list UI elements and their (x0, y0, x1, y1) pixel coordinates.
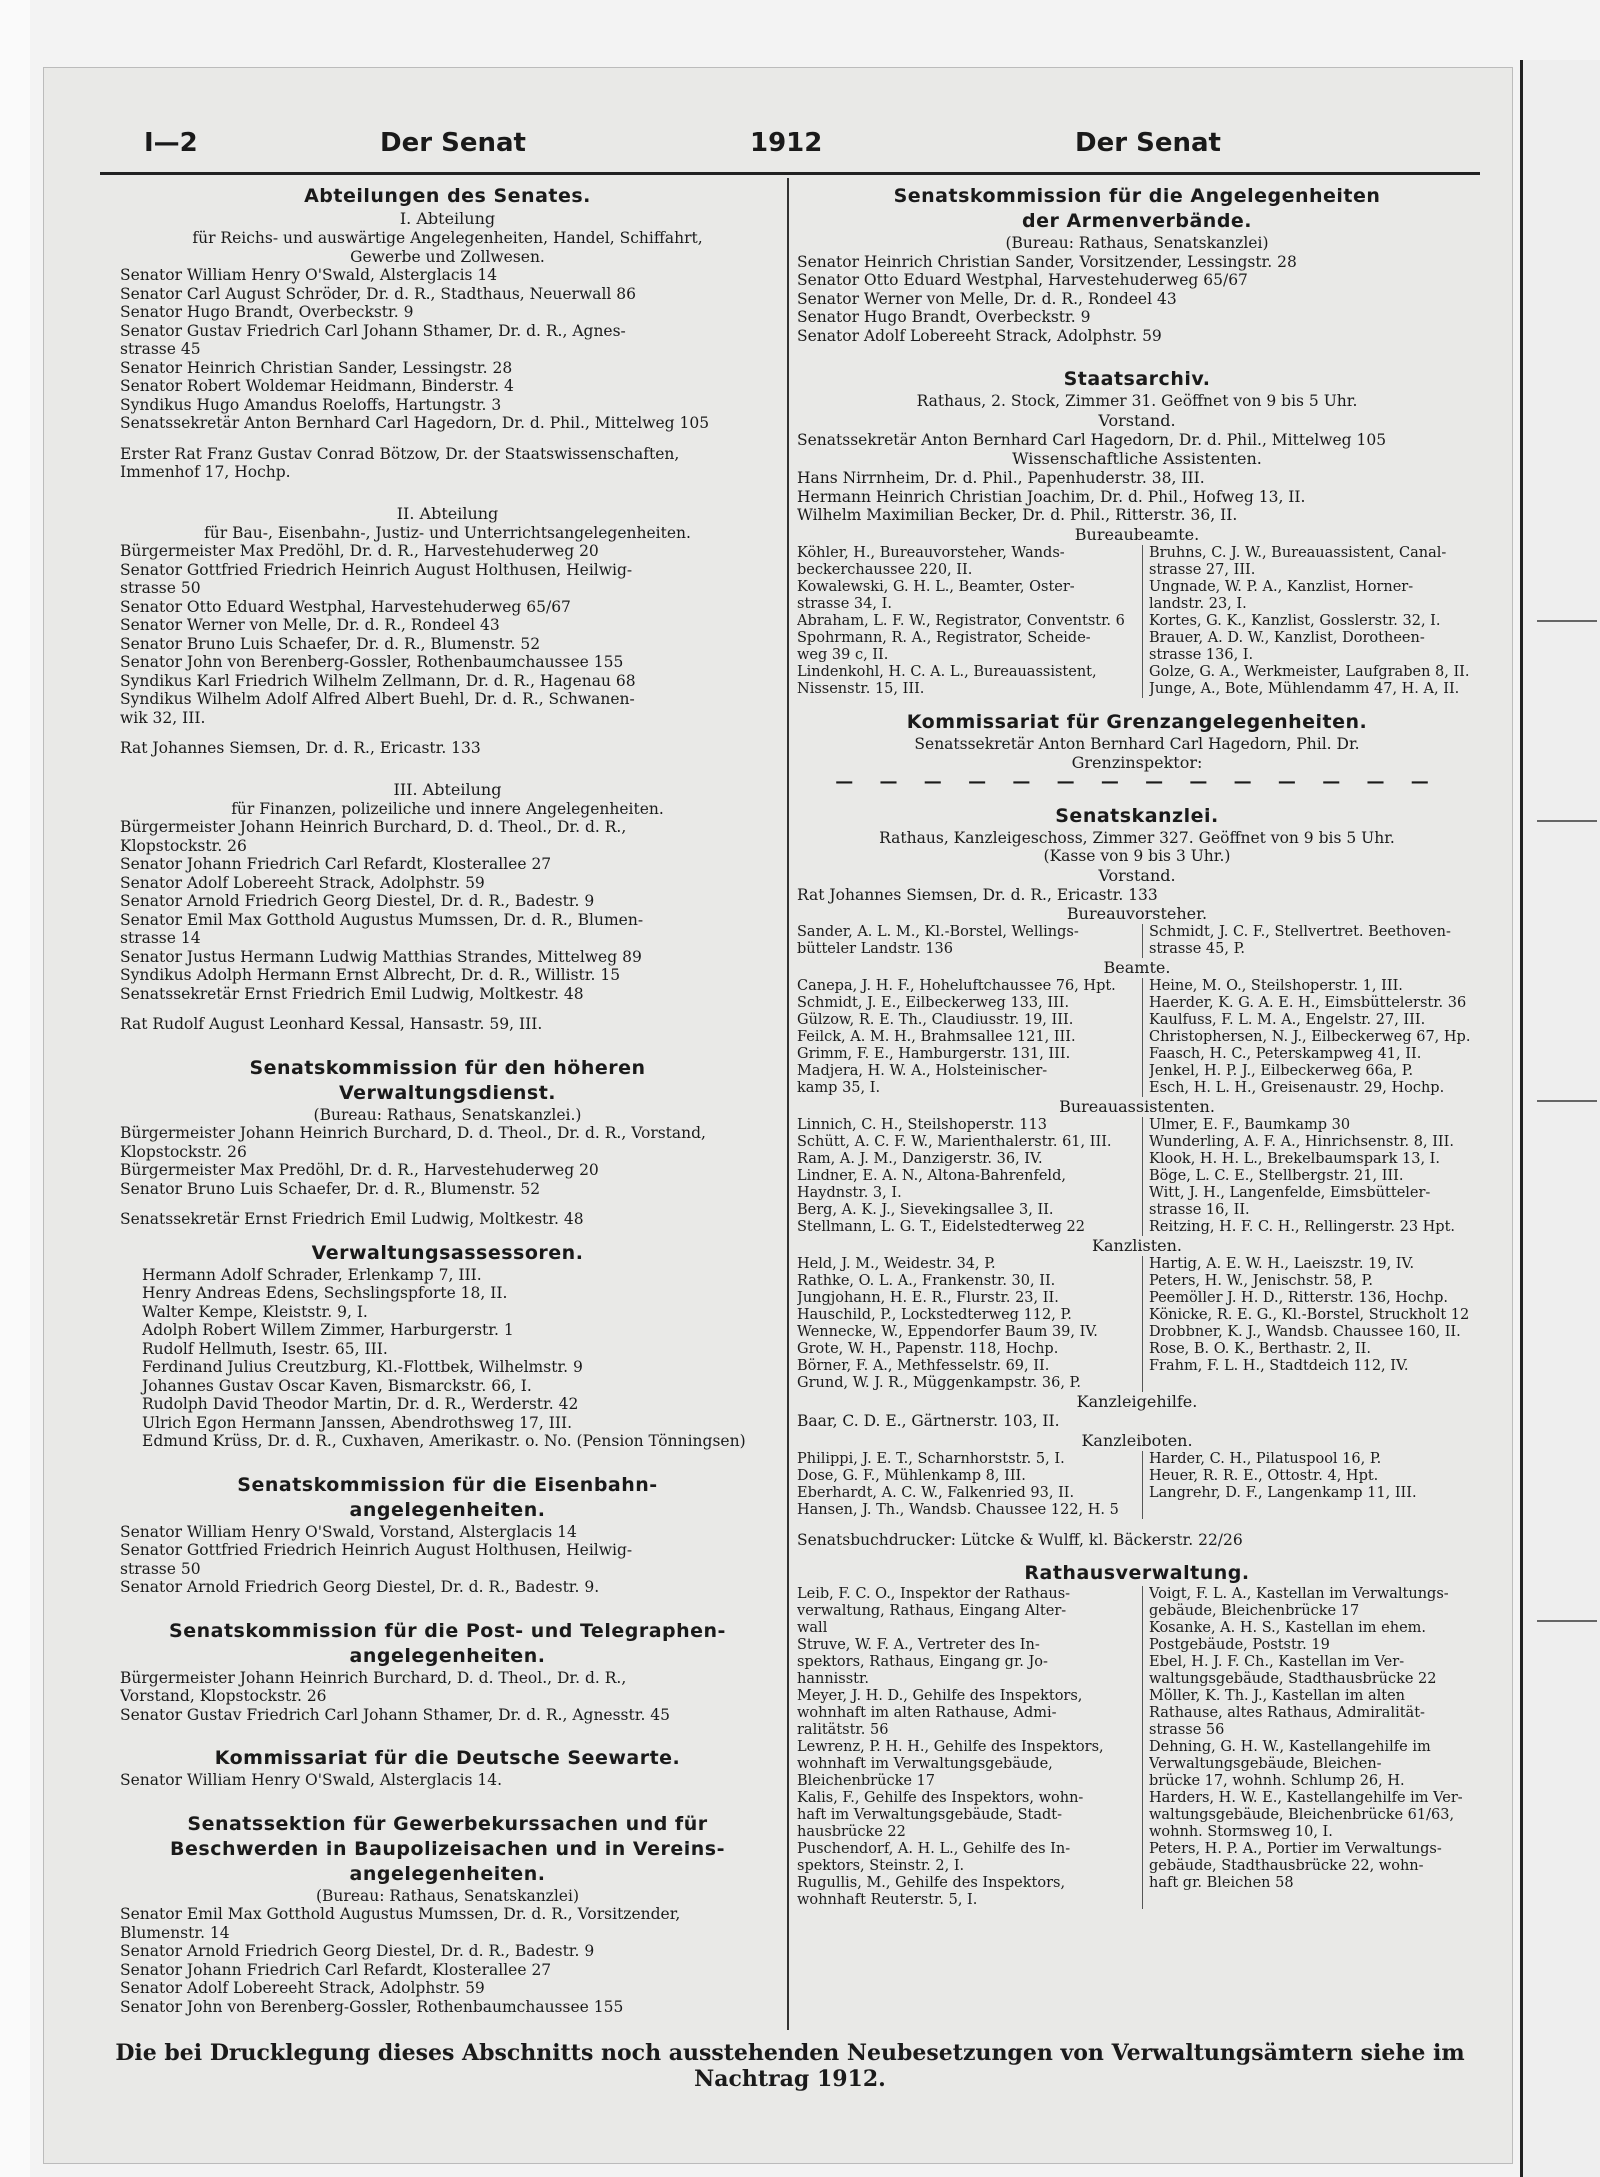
entry-line: Ulrich Egon Hermann Janssen, Abendrothsweg 17, III. (142, 1413, 573, 1432)
entry-line: Senator Gottfried Friedrich Heinrich August Holthusen, Heilwig- (120, 1541, 633, 1559)
grid-entry-right: Voigt, F. L. A., Kastellan im Verwaltungs- (1149, 1586, 1449, 1602)
grid-entry-left: kamp 35, I. (797, 1080, 881, 1096)
section-title: Senatskommission für den höheren (249, 1056, 646, 1079)
grid-entry-right: Brauer, A. D. W., Kanzlist, Dorotheen- (1149, 629, 1425, 646)
entry-line: Vorstand, Klopstockstr. 26 (120, 1687, 327, 1705)
rat-line: Rat Rudolf August Leonhard Kessal, Hansastr. 59, III. (120, 1015, 543, 1033)
grid-entry-right: Peters, H. W., Jenischstr. 58, P. (1149, 1273, 1373, 1289)
entry-line: Bürgermeister Johann Heinrich Burchard, D. d. Theol., Dr. d. R., (120, 818, 627, 836)
header-year: 1912 (750, 128, 823, 158)
grid-entry-left: wohnhaft im Verwaltungsgebäude, (797, 1756, 1053, 1772)
subsection-title: Bureaubeamte. (1074, 524, 1200, 544)
grid-entry-right: Hartig, A. E. W. H., Laeiszstr. 19, IV. (1149, 1256, 1415, 1272)
adjacent-page-edge (1520, 60, 1600, 2177)
grid-entry-left: Gülzow, R. E. Th., Claudiusstr. 19, III. (797, 1012, 1074, 1028)
entry-line: Walter Kempe, Kleiststr. 9, I. (142, 1302, 368, 1321)
subsection-title: Vorstand. (1098, 410, 1176, 430)
grid-entry-left: wohnhaft Reuterstr. 5, I. (797, 1892, 978, 1908)
grid-entry-right: Harder, C. H., Pilatuspool 16, P. (1149, 1450, 1382, 1467)
entry-line: Senator Heinrich Christian Sander, Lessingstr. 28 (120, 358, 513, 377)
grid-entry-left: Rugullis, M., Gehilfe des Inspektors, (797, 1875, 1066, 1891)
grid-entry-left: ralitätstr. 56 (797, 1722, 889, 1738)
subsection-title: Vorstand. (1098, 865, 1176, 885)
grid-entry-right: Reitzing, H. F. C. H., Rellingerstr. 23 Hpt. (1149, 1219, 1456, 1235)
header-left-title: Der Senat (380, 128, 526, 158)
grid-entry-left: Nissenstr. 15, III. (797, 680, 925, 697)
section-title: Abteilungen des Senates. (304, 185, 591, 207)
grid-entry-left: Schütt, A. C. F. W., Marienthalerstr. 61, III. (797, 1134, 1112, 1150)
grid-entry-right: Schmidt, J. C. F., Stellvertret. Beethoven- (1149, 924, 1451, 940)
grid-entry-left: Dose, G. F., Mühlenkamp 8, III. (797, 1467, 1026, 1484)
entry-line: strasse 50 (120, 1559, 201, 1578)
subsection-title: Grenzinspektor: (1071, 753, 1203, 772)
entry-line: Senator Adolf Lobereeht Strack, Adolphstr. 59 (120, 873, 485, 892)
assistenten-grid (797, 1117, 1477, 1236)
grid-entry-right: Könicke, R. E. G., Kl.-Borstel, Struckholt 12 (1149, 1307, 1470, 1323)
assistant-line: Wilhelm Maximilian Becker, Dr. d. Phil., Ritterstr. 36, II. (797, 506, 1238, 524)
grid-entry-left: haft im Verwaltungsgebäude, Stadt- (797, 1807, 1062, 1823)
entry-line: Senator William Henry O'Swald, Alsterglacis 14. (120, 1771, 503, 1789)
entry-line: Senator Johann Friedrich Carl Refardt, Klosterallee 27 (120, 855, 552, 873)
grid-entry-left: Grote, W. H., Papenstr. 118, Hochp. (797, 1341, 1059, 1357)
column-divider (787, 178, 789, 2030)
grid-entry-right: waltungsgebäude, Bleichenbrücke 61/63, (1149, 1807, 1455, 1823)
grid-entry-left: Berg, A. K. J., Sievekingsallee 3, II. (797, 1202, 1054, 1218)
entry-line: Senator Adolf Lobereeht Strack, Adolphstr. 59 (797, 326, 1162, 345)
grid-entry-left: hannisstr. (797, 1671, 869, 1687)
right-column (797, 184, 1477, 1909)
grid-entry-right: strasse 56 (1149, 1722, 1225, 1738)
bureau-line: (Bureau: Rathaus, Senatskanzlei) (315, 1886, 579, 1905)
grid-entry-right: Peters, H. P. A., Portier im Verwaltungs- (1149, 1841, 1442, 1857)
grid-entry-right: Verwaltungsgebäude, Bleichen- (1149, 1756, 1382, 1772)
entry-line: Syndikus Adolph Hermann Ernst Albrecht, Dr. d. R., Willistr. 15 (120, 966, 621, 984)
grid-entry-right: gebäude, Bleichenbrücke 17 (1149, 1603, 1360, 1619)
entry-line: Senator John von Berenberg-Gossler, Rothenbaumchaussee 155 (120, 653, 624, 671)
dash-line: — — — — — — — — — — — — — — (835, 771, 1439, 792)
grid-entry-left: Canepa, J. H. F., Hoheluftchaussee 76, Hpt. (797, 978, 1116, 994)
grid-entry-left: bütteler Landstr. 136 (797, 941, 954, 957)
entry-line: Klopstockstr. 26 (120, 836, 247, 855)
entry-line: wik 32, III. (120, 708, 206, 727)
grid-entry-left: verwaltung, Rathaus, Eingang Alter- (797, 1603, 1067, 1619)
binding-margin (0, 0, 30, 2177)
entry-line: Rudolf Hellmuth, Isestr. 65, III. (142, 1339, 388, 1358)
entry-line: Blumenstr. 14 (120, 1923, 230, 1942)
kanzlisten-grid (797, 1256, 1477, 1392)
entry-line: Senator Otto Eduard Westphal, Harvestehuderweg 65/67 (797, 271, 1248, 289)
grid-entry-left: Meyer, J. H. D., Gehilfe des Inspektors, (797, 1688, 1083, 1704)
header-rule (100, 172, 1480, 175)
grid-entry-left: Sander, A. L. M., Kl.-Borstel, Wellings- (797, 924, 1079, 940)
grid-entry-left: strasse 34, I. (797, 595, 892, 612)
grid-entry-right: Postgebäude, Poststr. 19 (1149, 1637, 1330, 1653)
section-title: Kommissariat für die Deutsche Seewarte. (214, 1747, 681, 1769)
section-title: Verwaltungsassessoren. (311, 1241, 584, 1264)
grid-entry-left: wohnhaft im alten Rathause, Admi- (797, 1705, 1057, 1721)
grid-entry-right: Rose, B. O. K., Berthastr. 2, II. (1149, 1341, 1371, 1357)
entry-line: Immenhof 17, Hochp. (120, 463, 291, 481)
subsection-title: Kanzleigehilfe. (1076, 1392, 1198, 1411)
entry-line: Senator Gottfried Friedrich Heinrich August Holthusen, Heilwig- (120, 560, 633, 579)
entry-line: strasse 45 (120, 340, 201, 358)
subsection-title: Wissenschaftliche Assistenten. (1012, 449, 1262, 468)
grid-entry-left: Puschendorf, A. H. L., Gehilfe des In- (797, 1841, 1071, 1857)
grid-entry-left: Lewrenz, P. H. H., Gehilfe des Inspektors, (797, 1739, 1104, 1755)
grid-entry-left: Abraham, L. F. W., Registrator, Conventstr. 6 (797, 612, 1125, 629)
entry-line: Senator Emil Max Gotthold Augustus Mumssen, Dr. d. R., Blumen- (120, 910, 644, 929)
grid-entry-left: Lindenkohl, H. C. A. L., Bureauassistent, (797, 663, 1097, 680)
footer-note: Die bei Drucklegung dieses Abschnitts noch ausstehenden Neubesetzungen von Verwaltungsämtern siehe im Nachtrag 1912. (115, 2040, 1465, 2092)
entry-line: Senator Bruno Luis Schaefer, Dr. d. R., Blumenstr. 52 (120, 1179, 541, 1198)
grid-entry-right: Christophersen, N. J., Eilbeckerweg 67, Hp. (1149, 1029, 1471, 1045)
grid-entry-right: Golze, G. A., Werkmeister, Laufgraben 8, II. (1149, 663, 1470, 680)
grid-entry-left: Wennecke, W., Eppendorfer Baum 39, IV. (797, 1324, 1098, 1340)
grid-entry-right: Haerder, K. G. A. E. H., Eimsbüttelerstr. 36 (1149, 995, 1467, 1011)
grid-entry-left: Grimm, F. E., Hamburgerstr. 131, III. (797, 1046, 1071, 1062)
section-desc: Gewerbe und Zollwesen. (350, 247, 545, 266)
entry-line: Senator Justus Hermann Ludwig Matthias Strandes, Mittelweg 89 (120, 947, 642, 966)
grid-entry-right: strasse 27, III. (1149, 561, 1256, 578)
left-column (120, 184, 775, 2016)
entry-line: Baar, C. D. E., Gärtnerstr. 103, II. (797, 1412, 1060, 1430)
section-desc: für Reichs- und auswärtige Angelegenheiten, Handel, Schiffahrt, (192, 229, 703, 247)
entry-line: Senator Arnold Friedrich Georg Diestel, Dr. d. R., Badestr. 9. (120, 1578, 600, 1596)
entry-line: Syndikus Hugo Amandus Roeloffs, Hartungstr. 3 (120, 395, 502, 414)
grid-entry-right: Kaulfuss, F. L. M. A., Engelstr. 27, III. (1149, 1012, 1426, 1028)
entry-line: Senatssekretär Anton Bernhard Carl Hagedorn, Dr. d. Phil., Mittelweg 105 (120, 414, 710, 432)
grid-entry-left: Hansen, J. Th., Wandsb. Chaussee 122, H. 5 (797, 1501, 1119, 1518)
bureauvorsteher-grid (797, 924, 1477, 958)
entry-line: Bürgermeister Johann Heinrich Burchard, D. d. Theol., Dr. d. R., Vorstand, (120, 1124, 706, 1142)
entry-line: Ferdinand Julius Creutzburg, Kl.-Flottbek, Wilhelmstr. 9 (142, 1358, 583, 1376)
entry-line: Senator William Henry O'Swald, Vorstand, Alsterglacis 14 (120, 1522, 577, 1541)
subsection-title: II. Abteilung (396, 503, 499, 523)
section-title: der Armenverbände. (1021, 210, 1253, 232)
entry-line: Bürgermeister Max Predöhl, Dr. d. R., Harvestehuderweg 20 (120, 1161, 599, 1179)
entry-line: Edmund Krüss, Dr. d. R., Cuxhaven, Amerikastr. o. No. (Pension Tönningsen) (142, 1432, 746, 1450)
grid-entry-left: Haydnstr. 3, I. (797, 1185, 902, 1201)
entry-line: Senator Gustav Friedrich Carl Johann Sthamer, Dr. d. R., Agnes- (120, 321, 626, 340)
entry-line: Senator Heinrich Christian Sander, Vorsitzender, Lessingstr. 28 (797, 252, 1297, 271)
grid-entry-right: Drobbner, K. J., Wandsb. Chaussee 160, II. (1149, 1324, 1461, 1340)
grid-entry-left: weg 39 c, II. (797, 646, 889, 663)
entry-line: Senator Otto Eduard Westphal, Harvestehuderweg 65/67 (120, 597, 571, 616)
entry-line: Senator Robert Woldemar Heidmann, Binderstr. 4 (120, 377, 514, 395)
entry-line: Senator Hugo Brandt, Overbeckstr. 9 (797, 308, 1091, 326)
subsection-title: Bureauvorsteher. (1066, 904, 1208, 923)
grid-entry-left: Kalis, F., Gehilfe des Inspektors, wohn- (797, 1790, 1084, 1806)
entry-line: Bürgermeister Johann Heinrich Burchard, D. d. Theol., Dr. d. R., (120, 1668, 627, 1687)
entry-line: Senatssekretär Ernst Friedrich Emil Ludwig, Moltkestr. 48 (120, 984, 584, 1003)
grid-entry-right: Faasch, H. C., Peterskampweg 41, II. (1149, 1046, 1422, 1062)
grid-entry-left: Eberhardt, A. C. W., Falkenried 93, II. (797, 1484, 1075, 1501)
grid-entry-right: Langrehr, D. F., Langenkamp 11, III. (1149, 1484, 1417, 1501)
entry-line: strasse 50 (120, 579, 201, 597)
entry-line: Senator Arnold Friedrich Georg Diestel, Dr. d. R., Badestr. 9 (120, 892, 595, 910)
subsection-title: Beamte. (1103, 958, 1171, 977)
grid-entry-right: Klook, H. H. L., Brekelbaumspark 13, I. (1149, 1151, 1441, 1167)
sekretaer-line: Senatssekretär Anton Bernhard Carl Hagedorn, Phil. Dr. (914, 734, 1360, 753)
grid-entry-right: Dehning, G. H. W., Kastellangehilfe im (1149, 1739, 1431, 1755)
entry-line: Senator Emil Max Gotthold Augustus Mumssen, Dr. d. R., Vorsitzender, (120, 1905, 681, 1923)
entry-line: strasse 14 (120, 929, 201, 947)
grid-entry-right: Ungnade, W. P. A., Kanzlist, Horner- (1149, 578, 1414, 595)
grid-entry-right: strasse 136, I. (1149, 646, 1254, 663)
grid-entry-right: Harders, H. W. E., Kastellangehilfe im Ver- (1149, 1790, 1463, 1806)
bureau-line: (Bureau: Rathaus, Senatskanzlei.) (313, 1105, 582, 1124)
grid-entry-right: Peemöller J. H. D., Ritterstr. 136, Hochp. (1149, 1290, 1449, 1306)
entry-line: Syndikus Wilhelm Adolf Alfred Albert Buehl, Dr. d. R., Schwanen- (120, 690, 635, 708)
grid-entry-left: spektors, Steinstr. 2, I. (797, 1858, 965, 1874)
entry-line: Senator Bruno Luis Schaefer, Dr. d. R., Blumenstr. 52 (120, 634, 541, 653)
grid-entry-left: Philippi, J. E. T., Scharnhorststr. 5, I. (797, 1450, 1065, 1467)
grid-entry-right: waltungsgebäude, Stadthausbrücke 22 (1149, 1671, 1437, 1687)
section-title: Verwaltungsdienst. (339, 1081, 556, 1104)
grid-entry-left: Grund, W. J. R., Müggenkampstr. 36, P. (797, 1375, 1081, 1391)
grid-entry-right: Witt, J. H., Langenfelde, Eimsbütteler- (1149, 1185, 1431, 1201)
grid-entry-left: Linnich, C. H., Steilshoperstr. 113 (797, 1117, 1047, 1133)
assistant-line: Hermann Heinrich Christian Joachim, Dr. d. Phil., Hofweg 13, II. (797, 487, 1306, 506)
grid-entry-left: Köhler, H., Bureauvorsteher, Wands- (797, 544, 1065, 561)
entry-line: Senator William Henry O'Swald, Alsterglacis 14 (120, 266, 498, 284)
subsection-title: I. Abteilung (399, 209, 496, 228)
sekretaer-line: Senatssekretär Ernst Friedrich Emil Ludwig, Moltkestr. 48 (120, 1210, 584, 1228)
grid-entry-left: Madjera, H. W. A., Holsteinischer- (797, 1063, 1048, 1079)
grid-entry-left: spektors, Rathaus, Eingang gr. Jo- (797, 1654, 1048, 1670)
grid-entry-left: wall (797, 1620, 828, 1636)
grid-entry-right: Wunderling, A. F. A., Hinrichsenstr. 8, III. (1149, 1134, 1454, 1150)
grid-entry-right: Esch, H. L. H., Greisenaustr. 29, Hochp. (1149, 1080, 1445, 1096)
grid-entry-left: Schmidt, J. E., Eilbeckerweg 133, III. (797, 995, 1070, 1011)
grid-entry-right: landstr. 23, I. (1149, 595, 1247, 612)
section-desc: für Finanzen, polizeiliche und innere Angelegenheiten. (231, 799, 664, 818)
section-title: angelegenheiten. (349, 1644, 546, 1667)
entry-line: Rudolph David Theodor Martin, Dr. d. R., Werderstr. 42 (142, 1395, 579, 1413)
header-right-title: Der Senat (1075, 128, 1221, 158)
entry-line: Senator Johann Friedrich Carl Refardt, Klosterallee 27 (120, 1960, 552, 1979)
rat-line: Rat Johannes Siemsen, Dr. d. R., Ericastr. 133 (120, 739, 481, 757)
grid-entry-left: Rathke, O. L. A., Frankenstr. 30, II. (797, 1273, 1056, 1289)
subsection-title: Kanzlisten. (1092, 1236, 1182, 1255)
entry-line: Hermann Adolf Schrader, Erlenkamp 7, III. (142, 1265, 482, 1284)
grid-entry-left: beckerchaussee 220, II. (797, 561, 973, 578)
grid-entry-left: Lindner, E. A. N., Altona-Bahrenfeld, (797, 1168, 1066, 1184)
grid-entry-left: Bleichenbrücke 17 (797, 1773, 935, 1789)
grid-entry-right: Möller, K. Th. J., Kastellan im alten (1149, 1688, 1406, 1704)
subsection-title: III. Abteilung (393, 779, 502, 799)
grid-entry-left: Leib, F. C. O., Inspektor der Rathaus- (797, 1586, 1071, 1602)
entry-line: Senator Arnold Friedrich Georg Diestel, Dr. d. R., Badestr. 9 (120, 1942, 595, 1960)
grid-entry-left: Kowalewski, G. H. L., Beamter, Oster- (797, 578, 1075, 595)
section-title: angelegenheiten. (349, 1498, 546, 1521)
grid-entry-left: Jungjohann, H. E. R., Flurstr. 23, II. (797, 1290, 1059, 1306)
grid-entry-left: Struve, W. F. A., Vertreter des In- (797, 1637, 1040, 1653)
drucker-line: Senatsbuchdrucker: Lütcke & Wulff, kl. Bäckerstr. 22/26 (797, 1530, 1243, 1549)
grid-entry-left: Spohrmann, R. A., Registrator, Scheide- (797, 629, 1091, 646)
grid-entry-left: hausbrücke 22 (797, 1824, 906, 1840)
entry-line: Johannes Gustav Oscar Kaven, Bismarckstr. 66, I. (142, 1376, 532, 1395)
rat-line: Rat Johannes Siemsen, Dr. d. R., Ericastr. 133 (797, 885, 1158, 904)
subsection-title: Kanzleiboten. (1081, 1430, 1193, 1450)
section-title: Kommissariat für Grenzangelegenheiten. (906, 710, 1368, 733)
sekretaer-line: Senatssekretär Anton Bernhard Carl Hagedorn, Dr. d. Phil., Mittelweg 105 (797, 430, 1387, 449)
grid-entry-right: Ulmer, E. F., Baumkamp 30 (1149, 1117, 1351, 1133)
section-title: Senatskommission für die Eisenbahn- (237, 1473, 658, 1496)
entry-line: Henry Andreas Edens, Sechslingspforte 18, II. (142, 1284, 508, 1302)
beamte-grid (797, 978, 1477, 1097)
address-line: Rathaus, Kanzleigeschoss, Zimmer 327. Geöffnet von 9 bis 5 Uhr. (879, 828, 1395, 847)
section-title: angelegenheiten. (349, 1862, 546, 1885)
grid-entry-right: Junge, A., Bote, Mühlendamm 47, H. A, II. (1149, 680, 1460, 697)
bureau-line: (Bureau: Rathaus, Senatskanzlei) (1005, 234, 1269, 252)
entry-line: Adolph Robert Willem Zimmer, Harburgerstr. 1 (142, 1321, 514, 1339)
grid-entry-right: strasse 16, II. (1149, 1202, 1250, 1218)
entry-line: Senator Werner von Melle, Dr. d. R., Rondeel 43 (120, 616, 500, 634)
grid-entry-right: strasse 45, P. (1149, 941, 1246, 957)
assistant-line: Hans Nirrnheim, Dr. d. Phil., Papenhuderstr. 38, III. (797, 469, 1205, 487)
section-title: Senatskommission für die Post- und Telegraphen- (169, 1619, 726, 1642)
grid-entry-right: Jenkel, H. P. J., Eilbeckerweg 66a, P. (1149, 1063, 1414, 1079)
grid-entry-left: Ram, A. J. M., Danzigerstr. 36, IV. (797, 1151, 1043, 1167)
grid-entry-left: Hauschild, P., Lockstedterweg 112, P. (797, 1307, 1072, 1323)
grid-entry-right: gebäude, Stadthausbrücke 22, wohn- (1149, 1858, 1424, 1874)
section-title: Senatskanzlei. (1055, 804, 1219, 827)
kanzleiboten-grid (797, 1451, 1477, 1519)
grid-entry-right: Kosanke, A. H. S., Kastellan im ehem. (1149, 1620, 1427, 1636)
entry-line: Syndikus Karl Friedrich Wilhelm Zellmann, Dr. d. R., Hagenau 68 (120, 671, 636, 690)
grid-entry-right: haft gr. Bleichen 58 (1149, 1875, 1294, 1891)
grid-entry-left: Stellmann, L. G. T., Eidelstedterweg 22 (797, 1219, 1085, 1235)
entry-line: Senator Carl August Schröder, Dr. d. R., Stadthaus, Neuerwall 86 (120, 284, 637, 303)
entry-line: Erster Rat Franz Gustav Conrad Bötzow, Dr. der Staatswissenschaften, (120, 444, 680, 463)
page-number: I—2 (144, 128, 198, 158)
entry-line: Bürgermeister Max Predöhl, Dr. d. R., Harvestehuderweg 20 (120, 542, 599, 560)
section-title: Beschwerden in Baupolizeisachen und in Vereins- (170, 1837, 725, 1860)
page-header (100, 128, 1480, 168)
address-line: Rathaus, 2. Stock, Zimmer 31. Geöffnet von 9 bis 5 Uhr. (916, 392, 1358, 410)
section-title: Staatsarchiv. (1063, 368, 1211, 390)
grid-entry-right: Bruhns, C. J. W., Bureauassistent, Canal- (1149, 544, 1447, 561)
section-title: Rathausverwaltung. (1024, 1562, 1250, 1584)
grid-entry-left: Börner, F. A., Methfesselstr. 69, II. (797, 1358, 1050, 1374)
grid-entry-left: Feilck, A. M. H., Brahmsallee 121, III. (797, 1029, 1076, 1045)
section-title: Senatssektion für Gewerbekurssachen und für (187, 1812, 708, 1835)
section-desc: für Bau-, Eisenbahn-, Justiz- und Unterrichtsangelegenheiten. (204, 523, 691, 542)
grid-entry-right: Kortes, G. K., Kanzlist, Gosslerstr. 32, I. (1149, 612, 1441, 629)
grid-entry-right: brücke 17, wohnh. Schlump 26, H. (1149, 1773, 1405, 1789)
grid-entry-right: Rathause, altes Rathaus, Admiralität- (1149, 1705, 1425, 1721)
address-line: (Kasse von 9 bis 3 Uhr.) (1043, 847, 1231, 865)
grid-entry-left: Held, J. M., Weidestr. 34, P. (797, 1256, 996, 1272)
entry-line: Senator Hugo Brandt, Overbeckstr. 9 (120, 303, 414, 321)
entry-line: Senator Werner von Melle, Dr. d. R., Rondeel 43 (797, 289, 1177, 308)
grid-entry-right: Heine, M. O., Steilshoperstr. 1, III. (1149, 978, 1403, 994)
grid-entry-right: Heuer, R. R. E., Ottostr. 4, Hpt. (1149, 1467, 1379, 1484)
bureaubeamte-grid (797, 545, 1477, 698)
subsection-title: Bureauassistenten. (1059, 1097, 1215, 1116)
grid-entry-right: Ebel, H. J. F. Ch., Kastellan im Ver- (1149, 1654, 1405, 1670)
entry-line: Klopstockstr. 26 (120, 1142, 247, 1161)
entry-line: Senator Adolf Lobereeht Strack, Adolphstr. 59 (120, 1979, 485, 1997)
rathausverwaltung-grid (797, 1586, 1477, 1909)
entry-line: Senator Gustav Friedrich Carl Johann Sthamer, Dr. d. R., Agnesstr. 45 (120, 1705, 671, 1724)
grid-entry-right: Böge, L. C. E., Stellbergstr. 21, III. (1149, 1168, 1404, 1184)
grid-entry-right: wohnh. Stormsweg 10, I. (1149, 1824, 1333, 1840)
entry-line: Senator John von Berenberg-Gossler, Rothenbaumchaussee 155 (120, 1997, 624, 2016)
grid-entry-right: Frahm, F. L. H., Stadtdeich 112, IV. (1149, 1358, 1409, 1374)
section-title: Senatskommission für die Angelegenheiten (893, 185, 1381, 207)
